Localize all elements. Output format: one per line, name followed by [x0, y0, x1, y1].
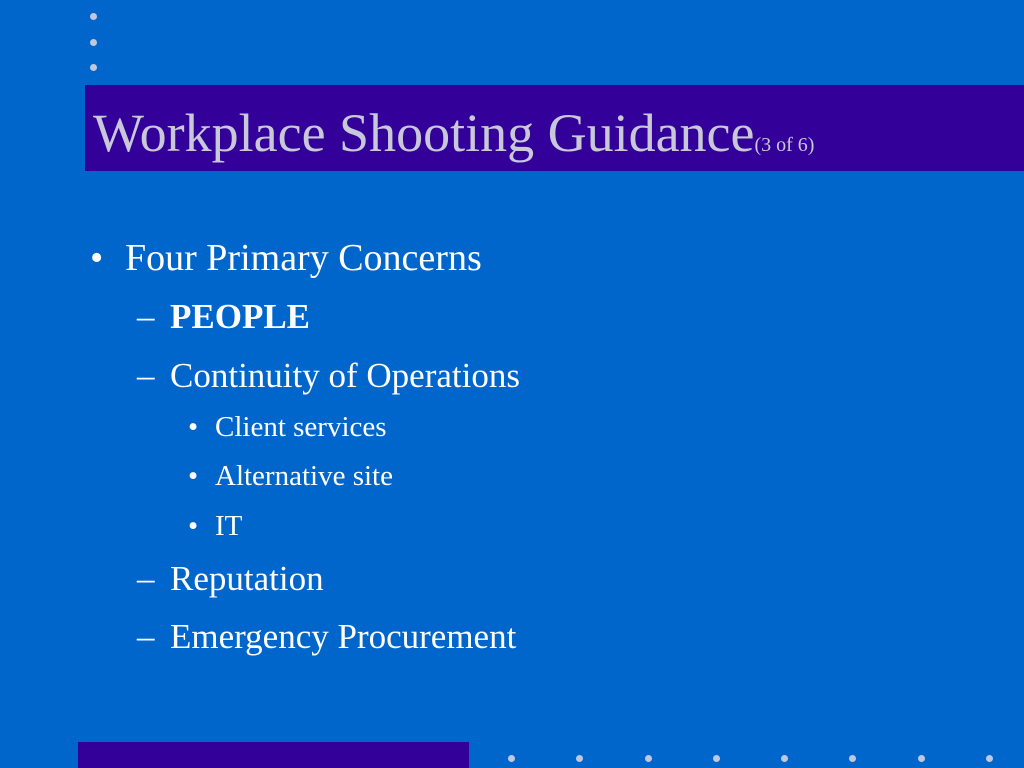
bullet-level2-text: Emergency Procurement	[170, 617, 517, 656]
decorative-dot	[508, 755, 515, 762]
decorative-dot	[90, 39, 97, 46]
decorative-dot	[90, 13, 97, 20]
decorative-dot	[90, 64, 97, 71]
bullet-level1-text: Four Primary Concerns	[125, 237, 482, 279]
bullet-level2	[137, 355, 155, 397]
decorative-dot	[713, 755, 720, 762]
decorative-dot	[576, 755, 583, 762]
decorative-dot	[849, 755, 856, 762]
decorative-dot	[781, 755, 788, 762]
bullet-level3-text: IT	[215, 510, 243, 542]
decorative-dot	[986, 755, 993, 762]
bullet-level3	[188, 508, 198, 544]
bullet-marker: •	[188, 510, 199, 542]
bullet-level2-text: PEOPLE	[170, 297, 311, 336]
bullet-level2	[137, 558, 155, 600]
dash-marker: –	[137, 617, 155, 656]
title-text: Workplace Shooting Guidance	[93, 103, 755, 163]
decorative-dot	[918, 755, 925, 762]
dash-marker: –	[137, 559, 155, 598]
bullet-marker: •	[188, 460, 199, 492]
bullet-marker: •	[90, 237, 104, 279]
bullet-level2	[137, 616, 155, 658]
dash-marker: –	[137, 356, 155, 395]
decorative-dot	[645, 755, 652, 762]
bullet-marker: •	[188, 411, 199, 443]
footer-band	[78, 742, 469, 768]
slide-title	[93, 98, 814, 180]
bullet-level3	[188, 409, 198, 445]
bullet-level2-text: Reputation	[170, 559, 324, 598]
bullet-level3-text: Client services	[215, 411, 387, 443]
bullet-level1	[90, 236, 103, 280]
title-page-indicator: (3 of 6)	[754, 134, 815, 156]
bullet-level3	[188, 458, 198, 494]
bullet-level2-text: Continuity of Operations	[170, 356, 520, 395]
bullet-level2	[137, 296, 155, 338]
dash-marker: –	[137, 297, 155, 336]
bullet-level3-text: Alternative site	[215, 460, 393, 492]
